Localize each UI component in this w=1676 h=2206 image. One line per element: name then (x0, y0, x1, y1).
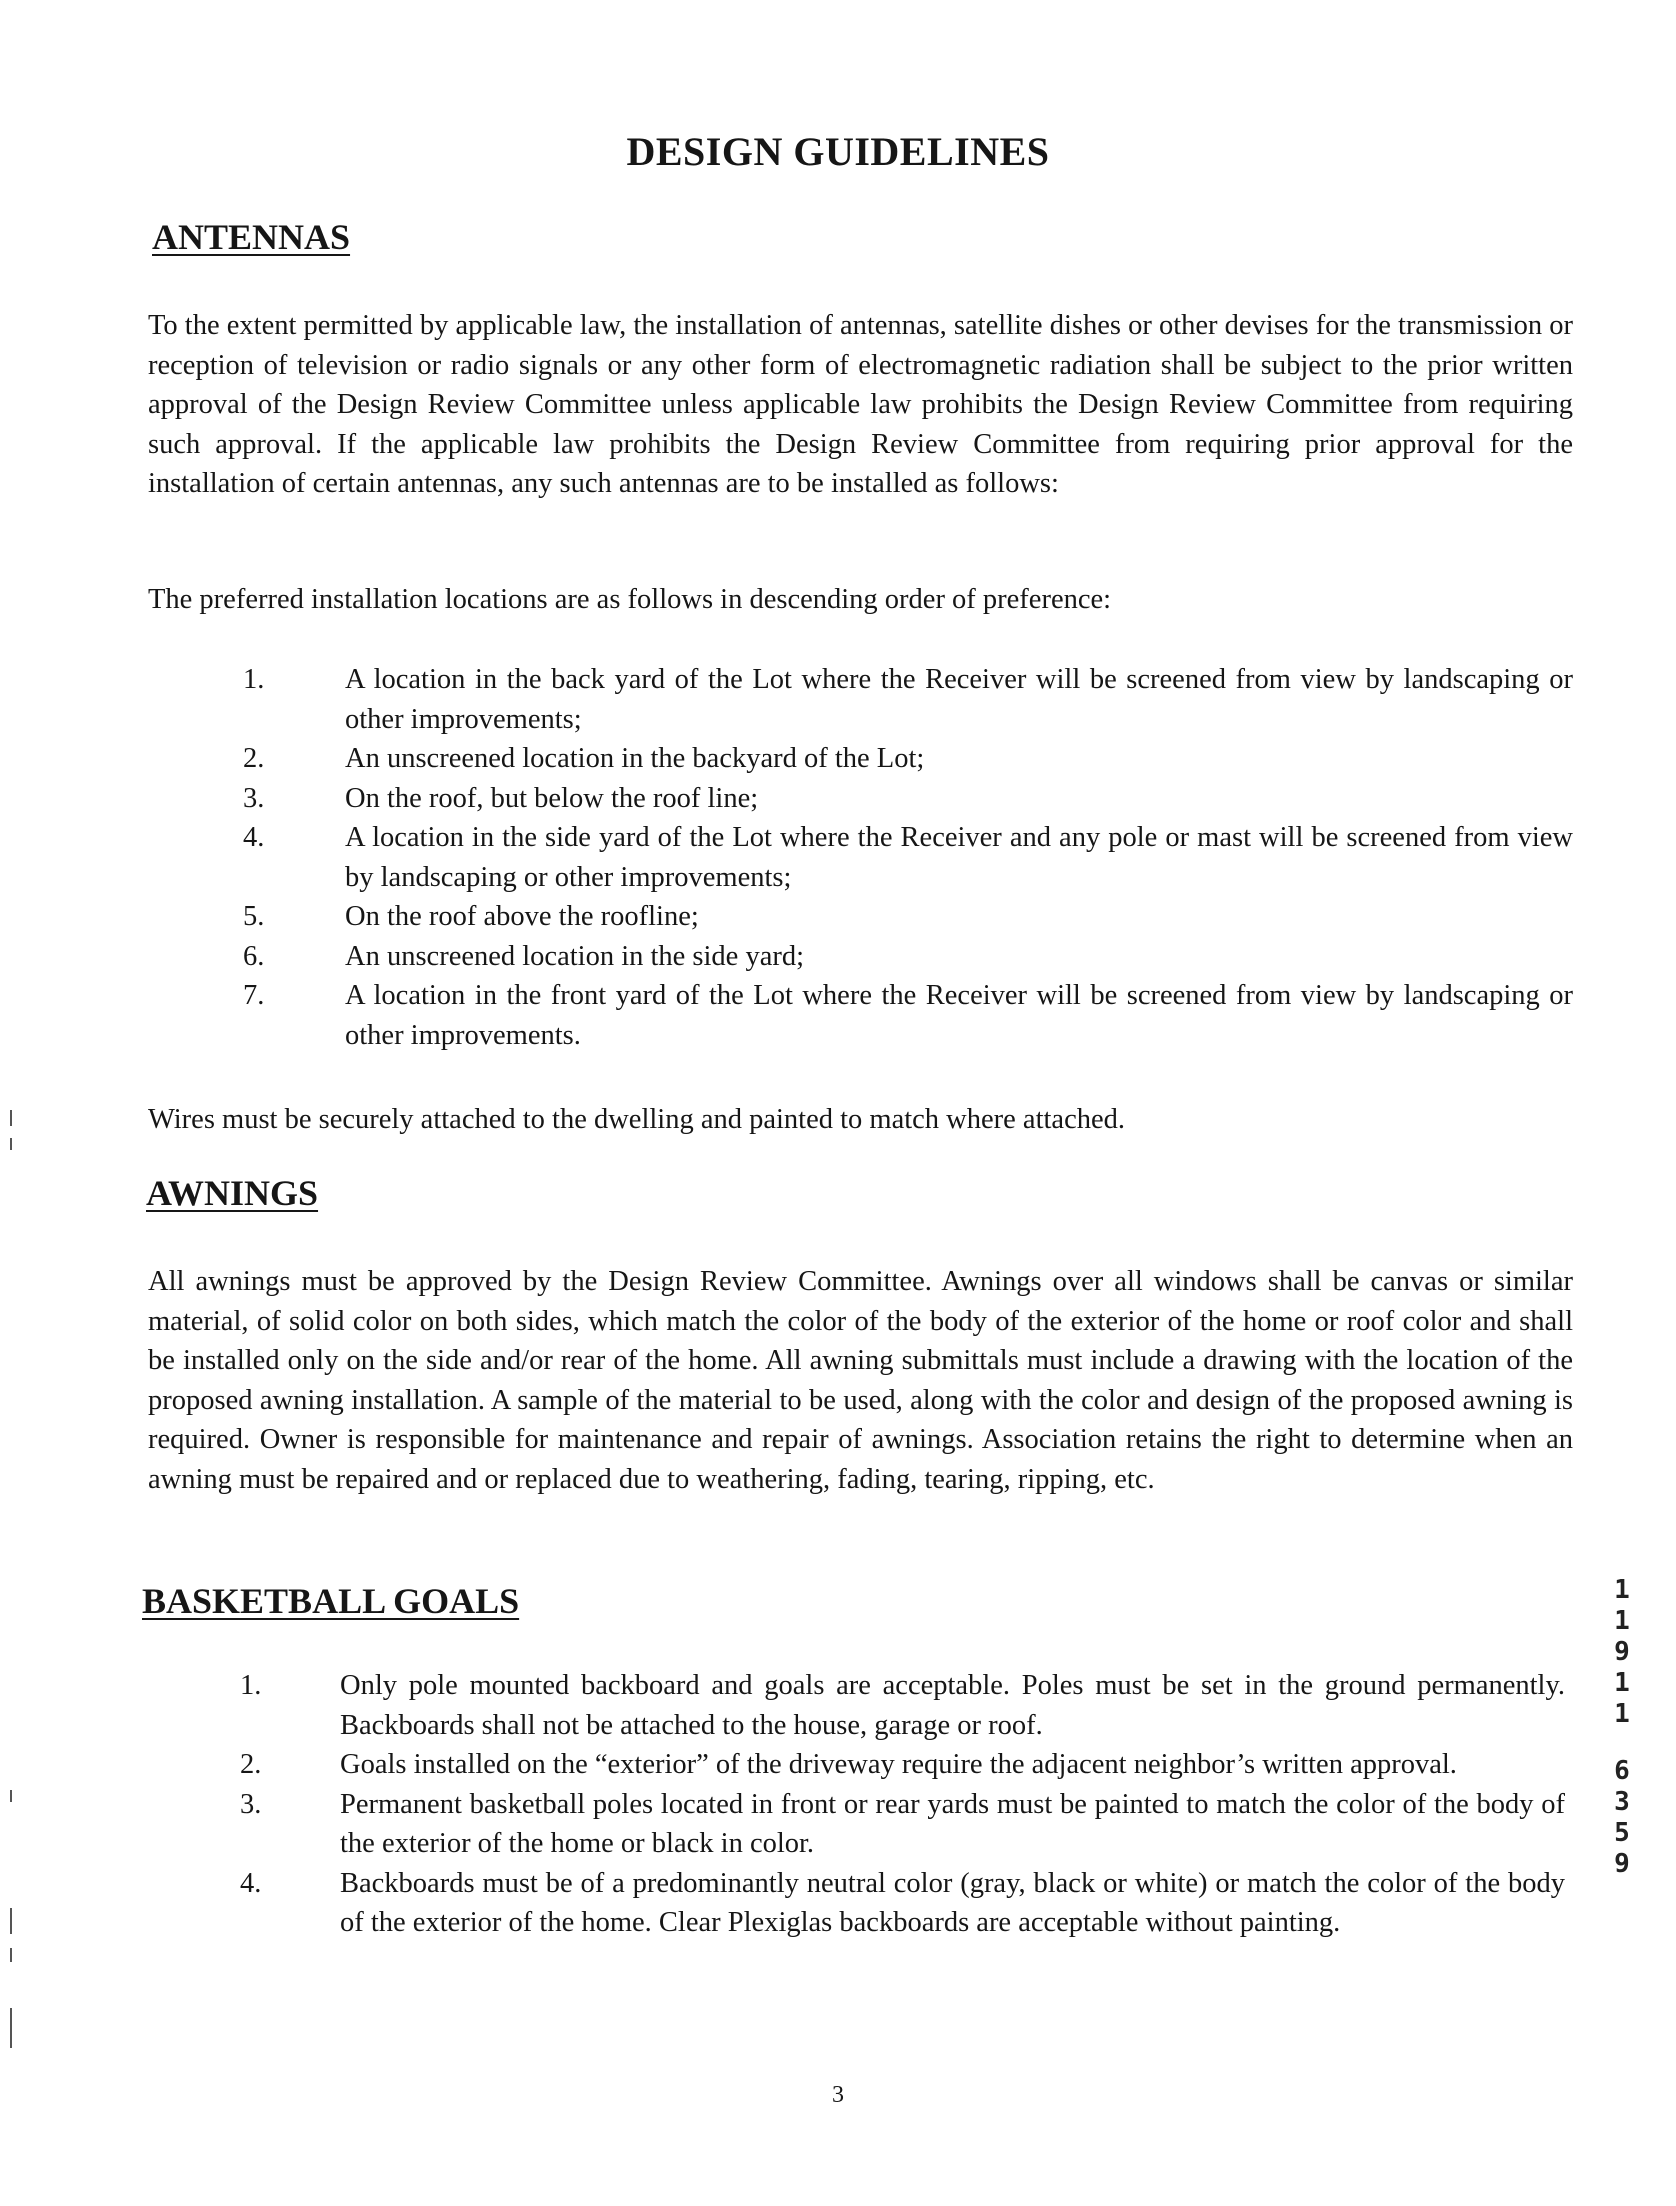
scan-edge-mark (10, 1948, 12, 1962)
list-item (240, 1745, 1565, 1785)
list-item (240, 1666, 1565, 1745)
list-item-number: 4. (243, 822, 265, 853)
antennas-heading: ANTENNAS (152, 217, 351, 257)
list-item-number: 7. (243, 980, 265, 1011)
list-item (243, 779, 1573, 819)
margin-stamp-number (1607, 1575, 1637, 1880)
stamp-digit: 5 (1614, 1818, 1630, 1848)
scan-edge-mark (10, 2008, 12, 2048)
list-item-number: 3. (240, 1788, 262, 1820)
stamp-digit: 1 (1614, 1606, 1630, 1636)
list-item (243, 818, 1573, 897)
stamp-digit: 1 (1614, 1668, 1630, 1698)
stamp-digit: 9 (1614, 1849, 1630, 1879)
scan-edge-mark (10, 1110, 12, 1126)
antennas-location-list (243, 660, 1573, 1055)
list-item-number: 6. (243, 940, 265, 972)
list-item (240, 1785, 1565, 1864)
list-item-number: 4. (240, 1867, 262, 1899)
list-item-number: 5. (243, 901, 265, 932)
list-item-number: 3. (243, 782, 265, 814)
stamp-digit: 6 (1614, 1756, 1630, 1786)
antennas-intro-paragraph: To the extent permitted by applicable law, the installation of antennas, satellite dishes or other devises for the transmission or reception of television or radio signals or any other form of electromagnetic radiation shall be subject to the prior written approval of the Design Review Committee unless applicable law prohibits the Design Review Committee from requiring such approval. If the applicable law prohibits the Design Review Committee from requiring prior approval for the installation of certain antennas, any such antennas are to be installed as follows: (148, 310, 1573, 499)
scan-edge-mark (10, 1908, 12, 1934)
list-item-text: Backboards must be of a predominantly neutral color (gray, black or white) or match the color of the body of the exterior of the home. Clear Plexiglas backboards are acceptable without painting. (340, 1867, 1565, 1938)
list-item-text: An unscreened location in the backyard of the Lot; (345, 743, 925, 774)
list-item (243, 660, 1573, 739)
list-item-text: A location in the front yard of the Lot where the Receiver will be screened from view by landscaping or other improvements. (345, 980, 1573, 1051)
stamp-digit: 3 (1614, 1787, 1630, 1817)
basketball-goals-list (240, 1666, 1565, 1943)
document-title: DESIGN GUIDELINES (626, 129, 1050, 174)
basketball-goals-heading: BASKETBALL GOALS (142, 1581, 520, 1621)
list-item-text: A location in the back yard of the Lot where the Receiver will be screened from view by landscaping or other improvements; (345, 664, 1573, 735)
list-item-number: 1. (243, 664, 265, 695)
stamp-gap (1607, 1730, 1637, 1756)
list-item-number: 2. (243, 743, 265, 774)
list-item-number: 2. (240, 1749, 262, 1780)
list-item-number: 1. (240, 1670, 262, 1701)
awnings-heading: AWNINGS (146, 1173, 319, 1213)
list-item (243, 739, 1573, 779)
list-item-text: Only pole mounted backboard and goals are acceptable. Poles must be set in the ground permanently. Backboards shall not be attached to the house, garage or roof. (340, 1670, 1565, 1741)
stamp-digit: 1 (1614, 1699, 1630, 1729)
list-item-text: A location in the side yard of the Lot where the Receiver and any pole or mast will be screened from view by landscaping or other improvements; (345, 822, 1573, 893)
list-item-text: On the roof, but below the roof line; (345, 782, 759, 814)
page-number: 3 (832, 2082, 844, 2108)
list-item-text: On the roof above the roofline; (345, 901, 699, 932)
list-item (243, 897, 1573, 937)
list-item-text: Permanent basketball poles located in front or rear yards must be painted to match the color of the body of the exterior of the home or black in color. (340, 1788, 1565, 1859)
list-item-text: Goals installed on the “exterior” of the driveway require the adjacent neighbor’s written approval. (340, 1749, 1457, 1780)
scan-edge-mark (10, 1790, 12, 1802)
stamp-digit: 9 (1614, 1637, 1630, 1667)
stamp-digit: 1 (1614, 1575, 1630, 1605)
list-item (243, 937, 1573, 977)
antennas-preferred-locations-intro: The preferred installation locations are as follows in descending order of preference: (148, 584, 1112, 615)
list-item-text: An unscreened location in the side yard; (345, 940, 805, 972)
list-item (240, 1864, 1565, 1943)
awnings-paragraph: All awnings must be approved by the Design Review Committee. Awnings over all windows shall be canvas or similar material, of solid color on both sides, which match the color of the body of the exterior of the home or roof color and shall be installed only on the side and/or rear of the home. All awning submittals must include a drawing with the location of the proposed awning installation. A sample of the material to be used, along with the color and design of the proposed awning is required. Owner is responsible for maintenance and repair of awnings. Association retains the right to determine when an awning must be repaired and or replaced due to weathering, fading, tearing, ripping, etc. (148, 1266, 1573, 1495)
list-item (243, 976, 1573, 1055)
scan-edge-mark (10, 1138, 12, 1150)
antennas-wires-note: Wires must be securely attached to the dwelling and painted to match where attached. (148, 1104, 1125, 1135)
